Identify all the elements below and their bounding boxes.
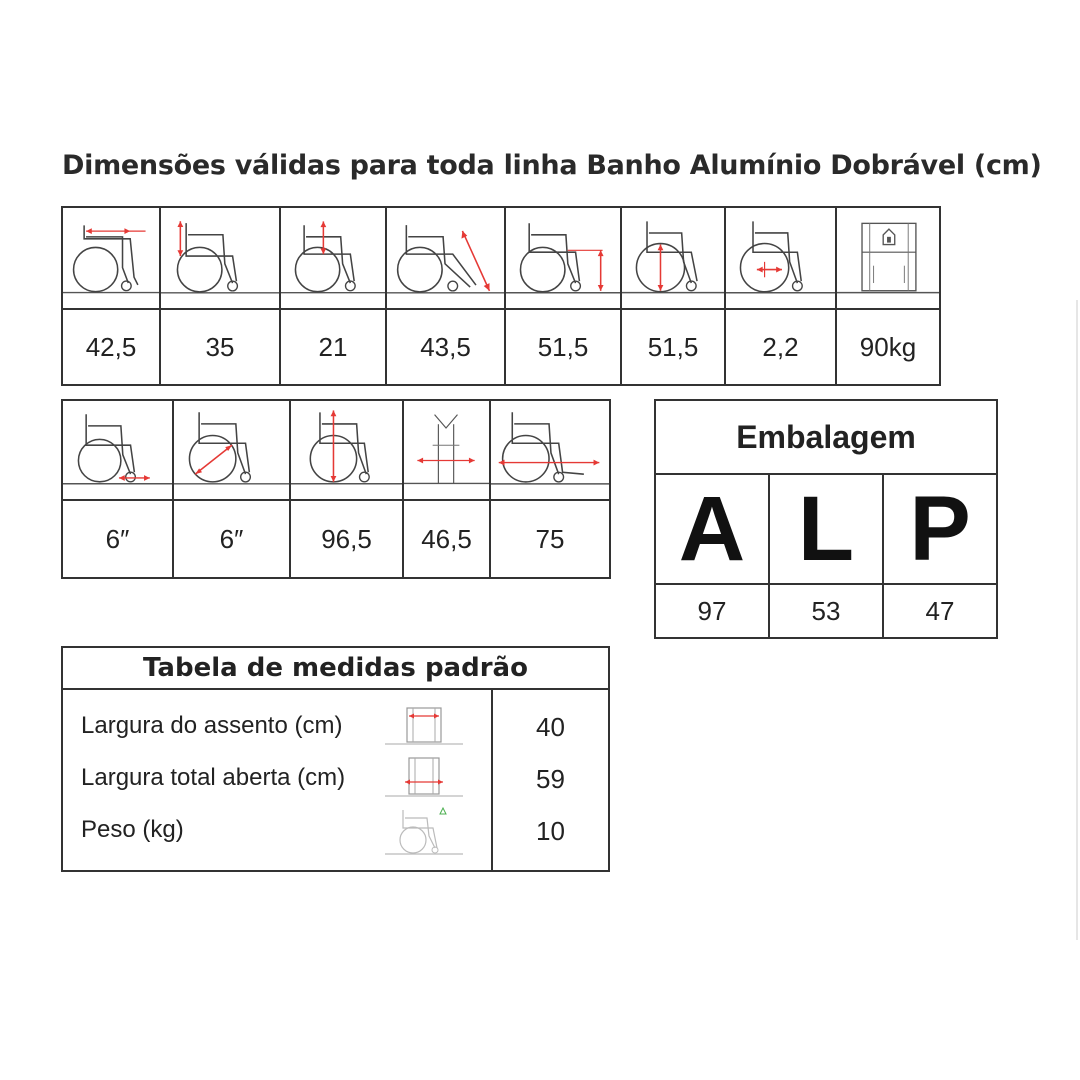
axle-offset-icon: [726, 208, 835, 310]
dimension-value: 96,5: [321, 523, 372, 554]
max-load-icon: [837, 208, 939, 310]
dimension-value: 35: [205, 331, 235, 362]
dimension-cell: [385, 206, 506, 386]
dimension-value: 21: [318, 331, 348, 362]
dimension-cell: [504, 206, 622, 386]
dimension-cell: [172, 399, 291, 579]
standard-table-title: Tabela de medidas padrão: [63, 648, 608, 690]
packaging-value-width: 53: [770, 585, 884, 637]
dimension-cell: [61, 206, 161, 386]
caster-diameter-icon: [174, 401, 289, 501]
packaging-title: Embalagem: [656, 401, 996, 475]
page-edge-divider: [1076, 300, 1078, 940]
legrest-length-icon: [387, 208, 504, 310]
dimension-cell: [835, 206, 941, 386]
dimension-cell: [61, 399, 174, 579]
packaging-letters-row: [656, 475, 996, 585]
packaging-table: [654, 399, 998, 639]
dimension-value: 90kg: [859, 331, 917, 362]
page-title: Dimensões válidas para toda linha Banho Alumínio Dobrável (cm): [62, 150, 1042, 181]
dimensions-row-2: [61, 399, 611, 579]
row-value: 59: [536, 764, 565, 794]
row-value: 10: [536, 816, 565, 846]
open-width-icon: [385, 752, 463, 804]
dimension-cell: [289, 399, 404, 579]
row-label: Peso (kg): [81, 816, 184, 843]
backrest-height-icon: [161, 208, 279, 310]
dimension-value: 6″: [105, 523, 130, 554]
standard-measures-table: [61, 646, 610, 872]
folded-width-icon: [404, 401, 489, 501]
packaging-letter-height: A: [656, 475, 770, 585]
wheel-diameter-icon: [622, 208, 724, 310]
dimension-value: 75: [535, 523, 565, 554]
dimension-value: 42,5: [85, 331, 137, 362]
table-row: [63, 752, 608, 804]
packaging-letter-width: L: [770, 475, 884, 585]
packaging-values-row: [656, 585, 996, 637]
dimensions-row-1: [61, 206, 941, 386]
row-value: 40: [536, 712, 565, 742]
seat-depth-icon: [63, 208, 159, 310]
table-row: [63, 804, 608, 856]
row-label: Largura total aberta (cm): [81, 764, 346, 791]
weight-icon: [385, 804, 463, 856]
dimension-value: 51,5: [647, 331, 699, 362]
dimension-value: 2,2: [762, 331, 799, 362]
dimension-cell: [489, 399, 611, 579]
armrest-height-icon: [281, 208, 385, 310]
total-height-icon: [291, 401, 402, 501]
packaging-letter-depth: P: [884, 475, 996, 585]
row-label: Largura do assento (cm): [81, 712, 343, 739]
dimension-value: 46,5: [421, 523, 472, 554]
total-length-icon: [491, 401, 609, 501]
dimension-cell: [279, 206, 387, 386]
seat-floor-height-icon: [506, 208, 620, 310]
dimension-value: 43,5: [420, 331, 471, 362]
caster-size-icon: [63, 401, 172, 501]
seat-width-icon: [385, 700, 463, 752]
dimension-cell: [620, 206, 726, 386]
packaging-value-depth: 47: [925, 595, 955, 626]
dimension-cell: [724, 206, 837, 386]
table-row: [63, 700, 608, 752]
dimension-value: 6″: [219, 523, 244, 554]
dimension-cell: [402, 399, 491, 579]
dimension-cell: [159, 206, 281, 386]
dimension-value: 51,5: [537, 331, 589, 362]
packaging-value-height: 97: [656, 585, 770, 637]
